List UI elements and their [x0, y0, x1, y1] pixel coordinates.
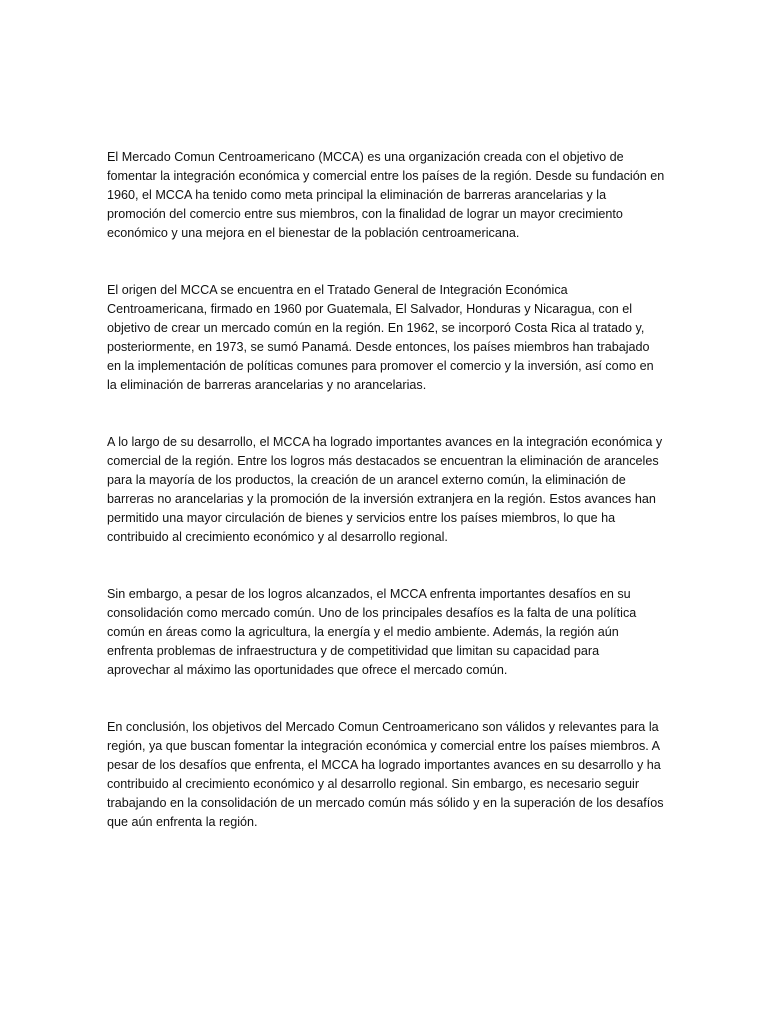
paragraph-introduction: El Mercado Comun Centroamericano (MCCA) es una organización creada con el objetivo de fomentar la integración económica y comercial entre los países de la región. Desde su fundación en 1960, el MCCA ha tenido como meta principal la eliminación de barreras arancelarias y la promoción del comercio entre sus miembros, con la finalidad de lograr un mayor crecimiento económico y una mejora en el bienestar de la población centroamericana. [107, 150, 665, 240]
paragraph-challenges: Sin embargo, a pesar de los logros alcanzados, el MCCA enfrenta importantes desafíos en su consolidación como mercado común. Uno de los principales desafíos es la falta de una política común en áreas como la agricultura, la energía y el medio ambiente. Además, la región aún enfrenta problemas de infraestructura y de competitividad que limitan su capacidad para aprovechar al máximo las oportunidades que ofrece el mercado común. [107, 587, 637, 677]
paragraph-conclusion: En conclusión, los objetivos del Mercado Comun Centroamericano son válidos y relevantes para la región, ya que buscan fomentar la integración económica y comercial entre los países miembros. A pesar de los desafíos que enfrenta, el MCCA ha logrado importantes avances en su desarrollo y ha contribuido al crecimiento económico y al desarrollo regional. Sin embargo, es necesario seguir trabajando en la consolidación de un mercado común más sólido y en la superación de los desafíos que aún enfrenta la región. [107, 720, 664, 829]
paragraph-achievements: A lo largo de su desarrollo, el MCCA ha logrado importantes avances en la integración económica y comercial de la región. Entre los logros más destacados se encuentran la eliminación de aranceles para la mayoría de los productos, la creación de un arancel externo común, la eliminación de barreras no arancelarias y la promoción de la inversión extranjera en la región. Estos avances han permitido una mayor circulación de bienes y servicios entre los países miembros, lo que ha contribuido al crecimiento económico y al desarrollo regional. [107, 435, 663, 544]
paragraph-origin: El origen del MCCA se encuentra en el Tratado General de Integración Económica Centroamericana, firmado en 1960 por Guatemala, El Salvador, Honduras y Nicaragua, con el objetivo de crear un mercado común en la región. En 1962, se incorporó Costa Rica al tratado y, posteriormente, en 1973, se sumó Panamá. Desde entonces, los países miembros han trabajado en la implementación de políticas comunes para promover el comercio y la inversión, así como en la eliminación de barreras arancelarias y no arancelarias. [107, 283, 654, 392]
document-body [107, 148, 665, 832]
